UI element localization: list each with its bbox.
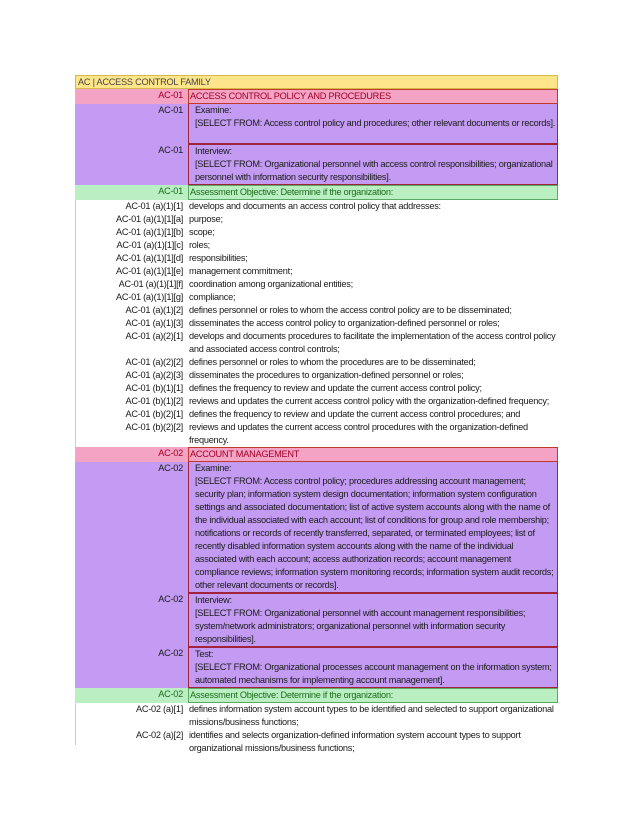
row-id: AC-02 [75,688,188,703]
objective-item [75,278,558,291]
ac01-objective-items [75,200,558,447]
family-header [75,75,558,89]
interview-label: Interview: [195,595,232,605]
ac01-objective-row [75,185,558,200]
item-text: responsibilities; [189,253,248,263]
item-id: AC-01 (a)(1)[1][a] [116,214,183,224]
item-text: roles; [189,240,210,250]
item-text: defines the frequency to review and update the current access control procedures; and [189,409,521,419]
test-cell [188,647,558,688]
row-id: AC-02 [158,594,183,604]
item-text: disseminates the procedures to organization-defined personnel or roles; [189,370,464,380]
objective-item [75,729,558,755]
item-text: reviews and updates the current access control procedures with the organization-defined frequency. [189,422,528,445]
test-label: Test: [195,649,214,659]
interview-cell [188,593,558,647]
item-text: defines personnel or roles to whom the procedures are to be disseminated; [189,357,476,367]
item-text: defines information system account types to be identified and selected to support organizational missions/business functions; [189,704,554,727]
examine-cell [188,104,558,144]
examine-text: [SELECT FROM: Access control policy; procedures addressing account management; security plan; information system design documentation; information system configuration settings and associated documentation; list of active system accounts along with the name of the individual associated with each account; list of conditions for group and role membership; notifications or records of recently transferred, separated, or terminated employees; list of recently disabled information system accounts along with the name of the individual associated with each account; access authorization records; account management compliance reviews; information system monitoring records; information system audit records; other relevant documents or records]. [195,476,554,590]
item-id: AC-01 (a)(1)[1][b] [116,227,183,237]
item-id: AC-01 (a)(1)[1][c] [116,240,183,250]
objective-item [75,395,558,408]
objective-item [75,330,558,356]
objective-item [75,239,558,252]
objective-item [75,252,558,265]
ac01-examine-row [75,104,558,144]
test-text: [SELECT FROM: Organizational processes account management on the information system; automated mechanisms for implementing account management]. [195,662,552,685]
objective-item [75,421,558,447]
objective-text: Assessment Objective: Determine if the organization: [188,185,558,200]
objective-item [75,200,558,213]
item-id: AC-01 (b)(2)[2] [125,422,183,432]
row-id: AC-02 [158,648,183,658]
examine-cell [188,462,558,593]
row-id: AC-01 [75,185,188,200]
family-title: AC | ACCESS CONTROL FAMILY [78,77,211,87]
item-text: reviews and updates the current access control policy with the organization-defined frequency; [189,396,550,406]
ac02-objective-row [75,688,558,703]
ac02-interview-row [75,593,558,647]
section-title: ACCOUNT MANAGEMENT [188,447,558,462]
section-header-ac02 [75,447,558,462]
item-id: AC-01 (a)(1)[1][g] [116,292,183,302]
item-text: defines the frequency to review and update the current access control policy; [189,383,482,393]
item-id: AC-01 (a)(1)[2] [125,305,183,315]
objective-item [75,382,558,395]
objective-item [75,265,558,278]
objective-item [75,703,558,729]
objective-item [75,291,558,304]
ac02-examine-row [75,462,558,593]
item-id: AC-01 (b)(2)[1] [125,409,183,419]
interview-text: [SELECT FROM: Organizational personnel with account management responsibilities; system/network administrators; organizational personnel with information security responsibilities]. [195,608,526,644]
item-text: identifies and selects organization-defined information system account types to support organizational missions/business functions; [189,730,521,753]
ac01-interview-row [75,144,558,185]
item-id: AC-01 (a)(1)[3] [125,318,183,328]
examine-text: [SELECT FROM: Access control policy and procedures; other relevant documents or records]. [195,118,556,128]
item-id: AC-01 (a)(1)[1][f] [118,279,183,289]
objective-item [75,226,558,239]
item-text: develops and documents an access control policy that addresses: [189,201,441,211]
section-id: AC-01 [75,89,188,104]
ac02-test-row [75,647,558,688]
item-id: AC-01 (a)(1)[1] [125,201,183,211]
item-text: coordination among organizational entities; [189,279,353,289]
item-id: AC-01 (a)(2)[3] [125,370,183,380]
interview-cell [188,144,558,185]
item-text: develops and documents procedures to facilitate the implementation of the access control policy and associated access control controls; [189,331,556,354]
examine-label: Examine: [195,105,232,115]
section-title: ACCESS CONTROL POLICY AND PROCEDURES [188,89,558,104]
section-id: AC-02 [75,447,188,462]
row-id: AC-02 [158,463,183,473]
item-id: AC-02 (a)[1] [135,704,183,714]
item-text: scope; [189,227,215,237]
item-id: AC-02 (a)[2] [135,730,183,740]
row-id: AC-01 [158,105,183,115]
item-id: AC-01 (a)(2)[2] [125,357,183,367]
objective-item [75,317,558,330]
ac02-objective-items [75,703,558,755]
item-id: AC-01 (b)(1)[1] [125,383,183,393]
item-id: AC-01 (a)(1)[1][d] [116,253,183,263]
objective-item [75,304,558,317]
item-text: compliance; [189,292,236,302]
item-text: management commitment; [189,266,293,276]
examine-label: Examine: [195,463,232,473]
item-text: purpose; [189,214,223,224]
control-family-sheet [75,75,558,755]
item-id: AC-01 (a)(1)[1][e] [116,266,183,276]
objective-item [75,356,558,369]
item-text: defines personnel or roles to whom the access control policy are to be disseminated; [189,305,512,315]
objective-text: Assessment Objective: Determine if the organization: [188,688,558,703]
interview-label: Interview: [195,146,232,156]
objective-item [75,213,558,226]
item-id: AC-01 (b)(1)[2] [125,396,183,406]
objective-item [75,408,558,421]
item-id: AC-01 (a)(2)[1] [125,331,183,341]
objective-item [75,369,558,382]
interview-text: [SELECT FROM: Organizational personnel with access control responsibilities; organizational personnel with information security responsibilities]. [195,159,553,182]
row-id: AC-01 [158,145,183,155]
section-header-ac01 [75,89,558,104]
item-text: disseminates the access control policy to organization-defined personnel or roles; [189,318,500,328]
